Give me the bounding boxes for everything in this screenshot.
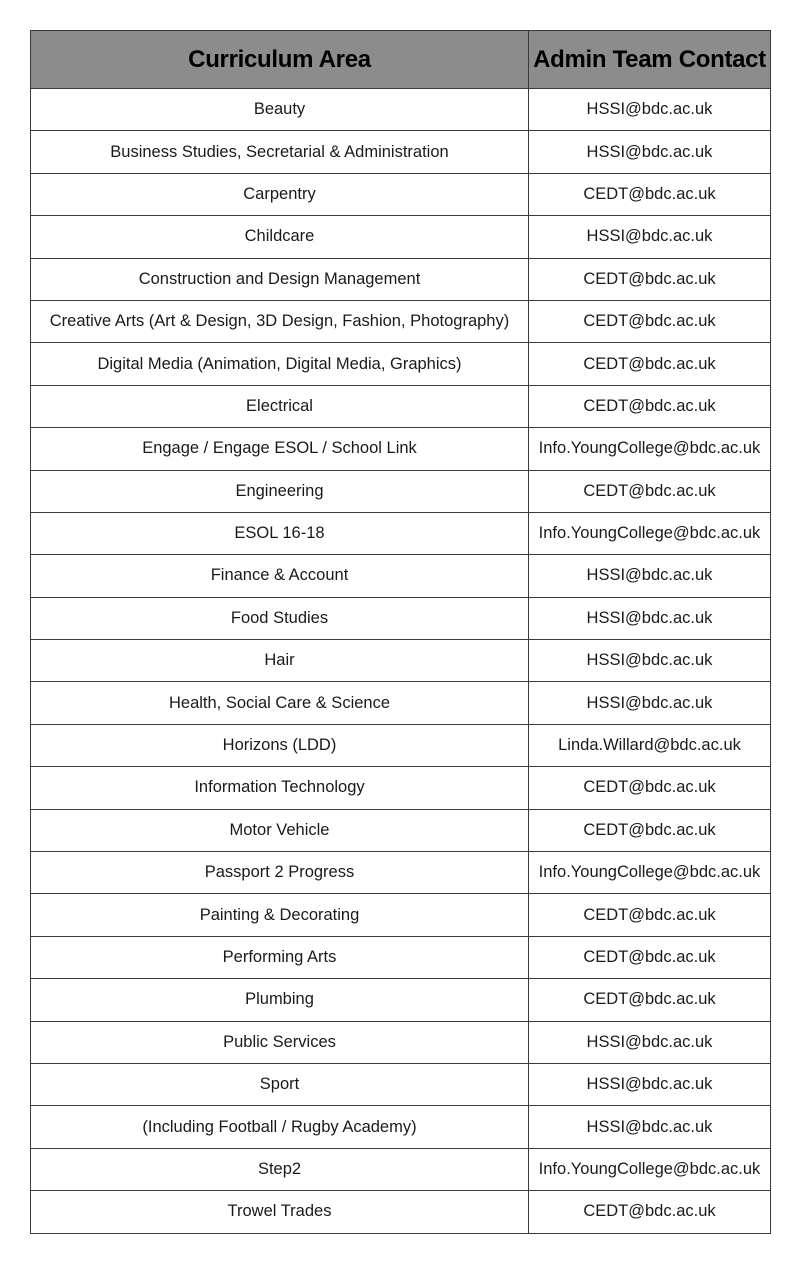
curriculum-area-cell: Passport 2 Progress [31, 852, 529, 894]
admin-contact-email-cell: CEDT@bdc.ac.uk [529, 809, 771, 851]
table-body [31, 89, 771, 1234]
curriculum-area-cell: Engage / Engage ESOL / School Link [31, 428, 529, 470]
table-row [31, 470, 771, 512]
admin-contact-email-cell: Info.YoungCollege@bdc.ac.uk [529, 852, 771, 894]
curriculum-area-cell: Public Services [31, 1021, 529, 1063]
table-row [31, 428, 771, 470]
curriculum-area-cell: Childcare [31, 216, 529, 258]
table-row [31, 852, 771, 894]
admin-contact-email-cell: CEDT@bdc.ac.uk [529, 894, 771, 936]
curriculum-area-cell: Electrical [31, 385, 529, 427]
table-row [31, 724, 771, 766]
admin-contact-email-cell: HSSI@bdc.ac.uk [529, 131, 771, 173]
admin-contact-email-cell: CEDT@bdc.ac.uk [529, 258, 771, 300]
curriculum-area-cell: Health, Social Care & Science [31, 682, 529, 724]
table-row [31, 936, 771, 978]
table-row [31, 258, 771, 300]
curriculum-area-cell: Trowel Trades [31, 1191, 529, 1233]
table-row [31, 300, 771, 342]
curriculum-area-cell: Digital Media (Animation, Digital Media, Graphics) [31, 343, 529, 385]
table-row [31, 1148, 771, 1190]
admin-contact-email-cell: CEDT@bdc.ac.uk [529, 470, 771, 512]
table-row [31, 979, 771, 1021]
table-row [31, 1021, 771, 1063]
admin-contact-email-cell: HSSI@bdc.ac.uk [529, 555, 771, 597]
curriculum-area-cell: Sport [31, 1063, 529, 1105]
admin-contact-email-cell: Info.YoungCollege@bdc.ac.uk [529, 1148, 771, 1190]
curriculum-area-cell: (Including Football / Rugby Academy) [31, 1106, 529, 1148]
admin-contact-email-cell: HSSI@bdc.ac.uk [529, 1021, 771, 1063]
table-row [31, 1191, 771, 1233]
table-row [31, 894, 771, 936]
table-row [31, 682, 771, 724]
table-row [31, 173, 771, 215]
curriculum-area-cell: Food Studies [31, 597, 529, 639]
admin-contact-email-cell: Info.YoungCollege@bdc.ac.uk [529, 428, 771, 470]
admin-contact-email-cell: CEDT@bdc.ac.uk [529, 1191, 771, 1233]
admin-contact-email-cell: HSSI@bdc.ac.uk [529, 1063, 771, 1105]
curriculum-area-cell: Step2 [31, 1148, 529, 1190]
admin-contact-email-cell: HSSI@bdc.ac.uk [529, 682, 771, 724]
curriculum-area-cell: ESOL 16-18 [31, 512, 529, 554]
curriculum-area-cell: Construction and Design Management [31, 258, 529, 300]
admin-contact-email-cell: HSSI@bdc.ac.uk [529, 1106, 771, 1148]
table-row [31, 1106, 771, 1148]
table-row [31, 809, 771, 851]
header-admin-team-contact: Admin Team Contact [529, 31, 771, 89]
admin-contact-email-cell: CEDT@bdc.ac.uk [529, 936, 771, 978]
curriculum-area-cell: Creative Arts (Art & Design, 3D Design, Fashion, Photography) [31, 300, 529, 342]
table-row [31, 1063, 771, 1105]
admin-contact-email-cell: HSSI@bdc.ac.uk [529, 89, 771, 131]
curriculum-area-cell: Information Technology [31, 767, 529, 809]
admin-contact-email-cell: Info.YoungCollege@bdc.ac.uk [529, 512, 771, 554]
admin-contact-email-cell: Linda.Willard@bdc.ac.uk [529, 724, 771, 766]
admin-contact-email-cell: CEDT@bdc.ac.uk [529, 767, 771, 809]
header-curriculum-area: Curriculum Area [31, 31, 529, 89]
table-row [31, 512, 771, 554]
table-header-row [31, 31, 771, 89]
table-row [31, 89, 771, 131]
curriculum-area-cell: Performing Arts [31, 936, 529, 978]
curriculum-area-cell: Beauty [31, 89, 529, 131]
table-row [31, 640, 771, 682]
admin-contact-email-cell: HSSI@bdc.ac.uk [529, 597, 771, 639]
table-row [31, 131, 771, 173]
table-row [31, 343, 771, 385]
admin-contact-email-cell: CEDT@bdc.ac.uk [529, 300, 771, 342]
admin-contact-email-cell: HSSI@bdc.ac.uk [529, 216, 771, 258]
table-row [31, 385, 771, 427]
table-row [31, 597, 771, 639]
admin-contact-email-cell: HSSI@bdc.ac.uk [529, 640, 771, 682]
curriculum-area-cell: Finance & Account [31, 555, 529, 597]
curriculum-area-cell: Hair [31, 640, 529, 682]
curriculum-area-cell: Engineering [31, 470, 529, 512]
table-row [31, 216, 771, 258]
curriculum-area-cell: Painting & Decorating [31, 894, 529, 936]
table-row [31, 767, 771, 809]
curriculum-area-cell: Motor Vehicle [31, 809, 529, 851]
table-row [31, 555, 771, 597]
curriculum-area-cell: Horizons (LDD) [31, 724, 529, 766]
admin-contact-email-cell: CEDT@bdc.ac.uk [529, 173, 771, 215]
curriculum-area-cell: Plumbing [31, 979, 529, 1021]
curriculum-area-cell: Carpentry [31, 173, 529, 215]
admin-contact-email-cell: CEDT@bdc.ac.uk [529, 385, 771, 427]
admin-contact-email-cell: CEDT@bdc.ac.uk [529, 343, 771, 385]
curriculum-area-cell: Business Studies, Secretarial & Administration [31, 131, 529, 173]
admin-contact-email-cell: CEDT@bdc.ac.uk [529, 979, 771, 1021]
curriculum-contact-table [30, 30, 771, 1234]
